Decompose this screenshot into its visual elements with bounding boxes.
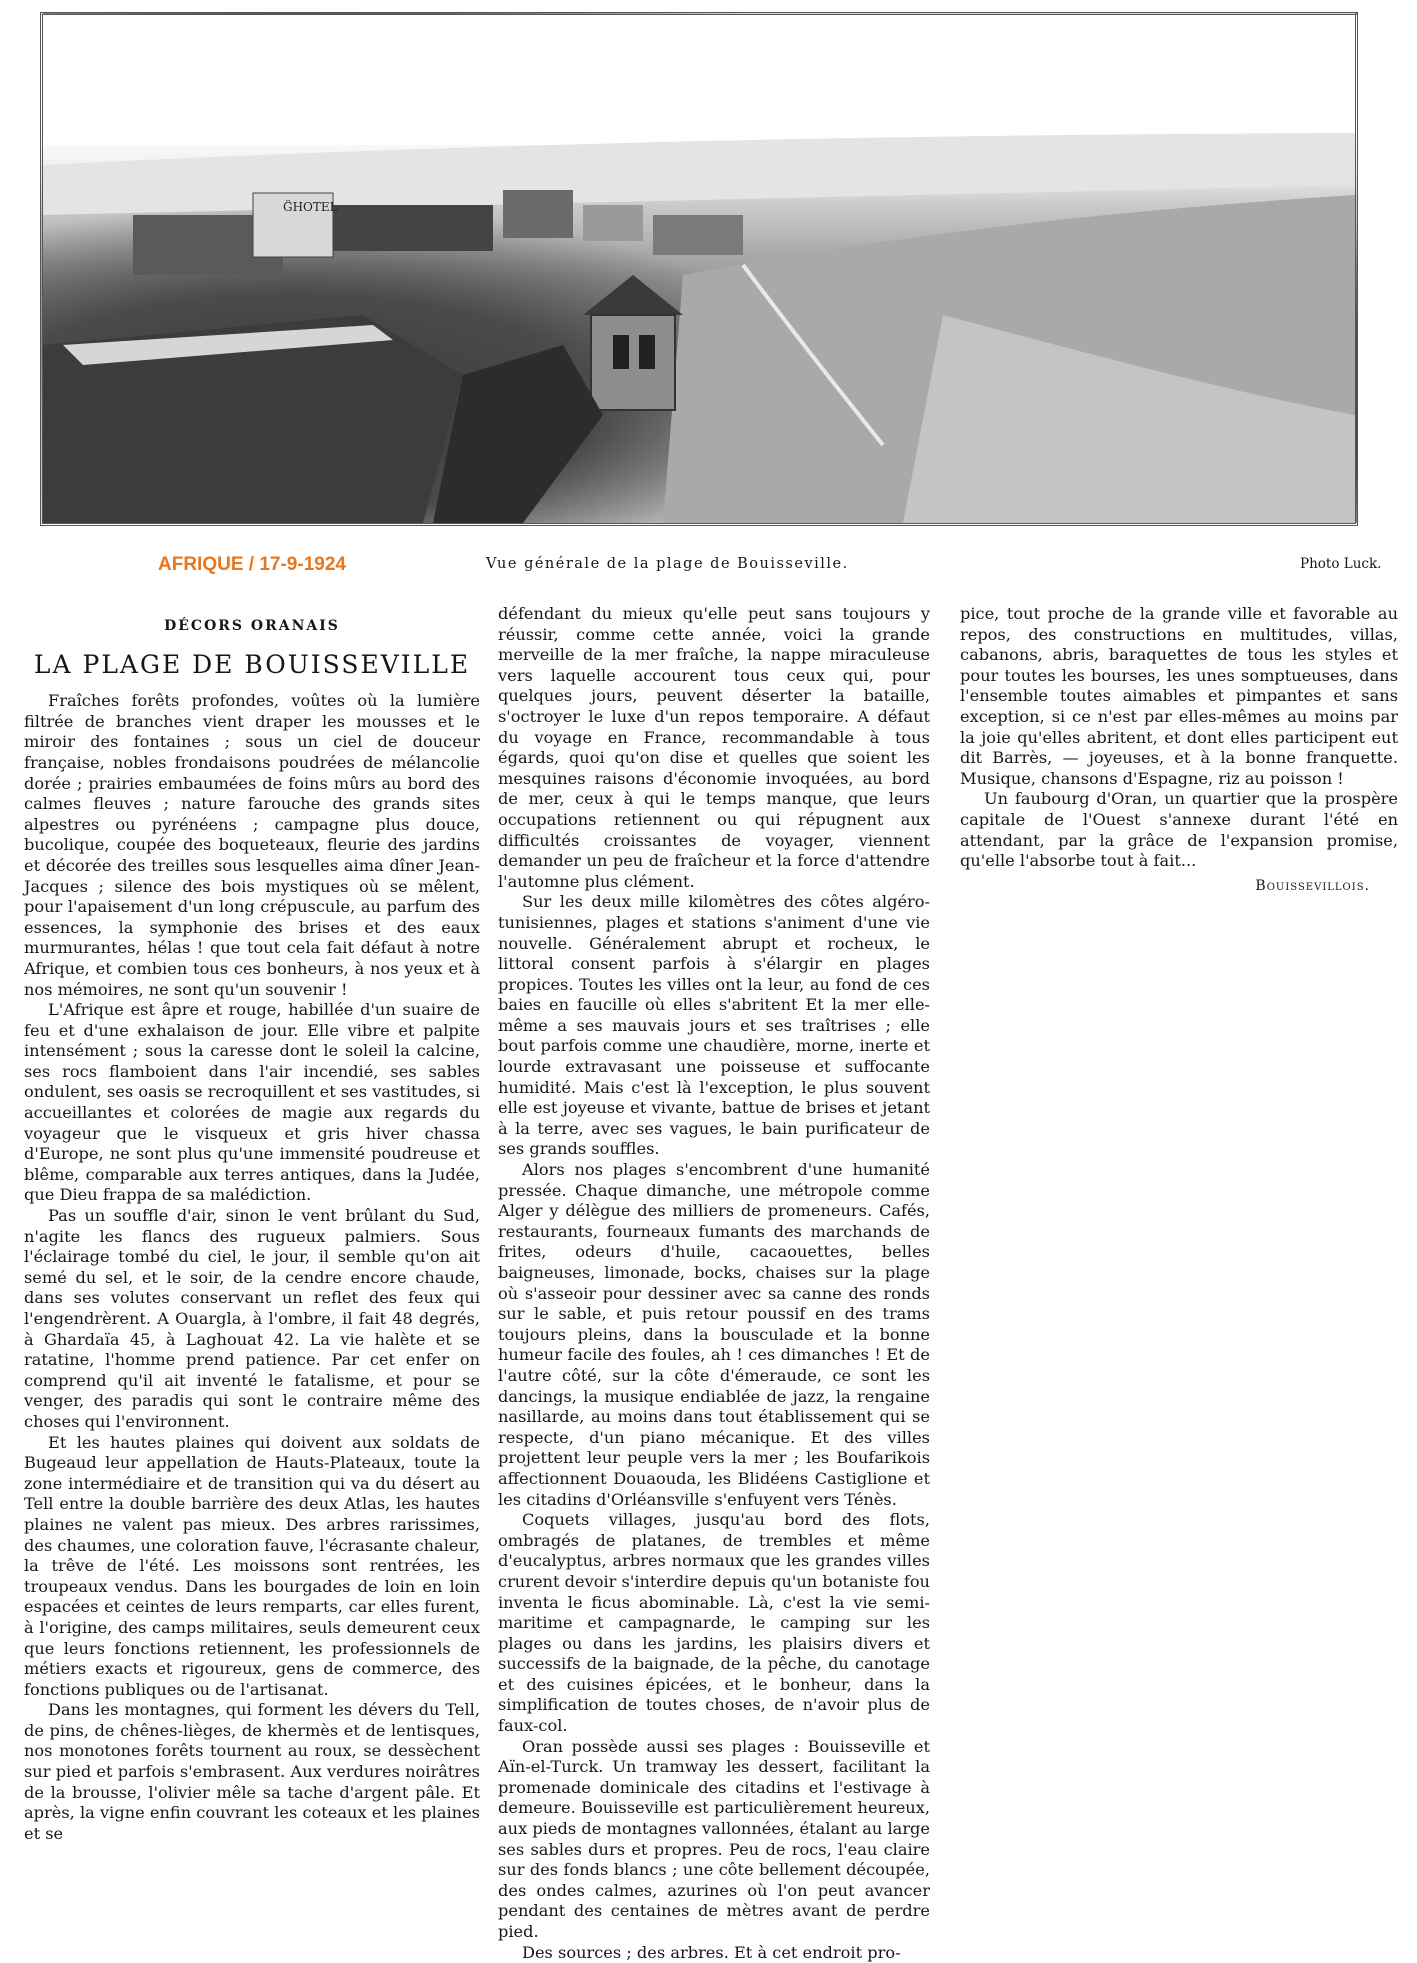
beach-photograph (40, 12, 1358, 526)
article-column-3 (960, 604, 1398, 896)
photo-credit: Photo Luck. (1300, 556, 1382, 572)
article-rubric: DÉCORS ORANAIS (164, 618, 340, 634)
article-column-1 (24, 616, 480, 1844)
paragraph: Oran possède aussi ses plages : Bouisseville et Aïn-el-Turck. Un tramway les dessert, facilitant la promenade dominicale des citadins et l'estivage à demeure. Bouisseville est particulièrement heureux, aux pieds de montagnes vallonnées, étalant au large ses sables durs et propres. Peu de rocs, l'eau claire sur des fonds blancs ; une côte bellement découpée, des ondes calmes, azurines où l'on peut avancer pendant des centaines de mètres avant de perdre pied. (498, 1736, 930, 1941)
paragraph: Et les hautes plaines qui doivent aux soldats de Bugeaud leur appellation de Hauts-Plateaux, toute la zone intermédiaire et de transition qui va du désert au Tell entre la double barrière des deux Atlas, les hautes plaines ne valent pas mieux. Des arbres rarissimes, des chaumes, une coloration fauve, l'écrasante chaleur, la trêve de l'été. Les moissons sont rentrées, les troupeaux vendus. Dans les bourgades de loin en loin espacées et ceintes de leurs remparts, car elles furent, à l'origine, des camps militaires, seuls demeurent ceux que leurs fonctions retiennent, les professionnels de métiers exacts et rigoureux, gens de commerce, des fonctions publiques ou de l'artisanat. (24, 1432, 480, 1699)
article-column-2 (498, 604, 930, 1963)
paragraph: L'Afrique est âpre et rouge, habillée d'un suaire de feu et d'une exhalaison de jour. Elle vibre et palpite intensément ; sous la caresse dont le soleil la calcine, ses rocs flamboient dans l'air incendié, ses sables ondulent, ses oasis se recroquillent et ses vastitudes, si accueillantes et colorées de magie aux regards du voyageur que le visqueux et gris hiver chassa d'Europe, ne sont plus qu'une immensité poudreuse et blême, comparable aux terres antiques, dans la Judée, que Dieu frappa de sa malédiction. (24, 1000, 480, 1205)
article-headline: LA PLAGE DE BOUISSEVILLE (33, 649, 471, 679)
photo-scene (43, 15, 1355, 523)
paragraph: Dans les montagnes, qui forment les dévers du Tell, de pins, de chênes-lièges, de khermès et de lentisques, nos monotones forêts tournent au roux, se dessèchent sur pied et parfois s'embrasent. Aux verdures noirâtres de la brousse, l'olivier mêle sa tache d'argent pâle. Et après, la vigne enfin couvrant les coteaux et les plaines et se (24, 1700, 480, 1843)
paragraph: défendant du mieux qu'elle peut sans toujours y réussir, comme cette année, voici la grande merveille de la mer fraîche, la nappe miraculeuse vers laquelle accourent tous ceux qui, pour quelques jours, peuvent déserter la bataille, s'octroyer le luxe d'un repos temporaire. A défaut du voyage en France, recommandable à tous égards, quoi qu'on dise et quelles que soient les mesquines raisons d'économie invoquées, au bord de mer, ceux à qui le temps manque, que leurs occupations retiennent ou qui répugnent aux difficultés croissantes de voyager, viennent demander un peu de fraîcheur et la force d'attendre l'automne plus clément. (498, 604, 930, 891)
paragraph: Pas un souffle d'air, sinon le vent brûlant du Sud, n'agite les flancs des rugueux palmiers. Sous l'éclairage tombé du ciel, le jour, il semble qu'on ait semé du sel, et le soir, de la cendre encore chaude, dans ses volutes conservant un reflet des feux qui l'engendrèrent. A Ouargla, à l'ombre, il fait 48 degrés, à Ghardaïa 45, à Laghouat 42. La vie halète et se ratatine, l'homme prend patience. Par cet enfer on comprend qu'il ait inventé le fatalisme, et pour se venger, des paradis qui sont le contraire même des choses qui l'environnent. (24, 1206, 480, 1431)
paragraph: Un faubourg d'Oran, un quartier que la prospère capitale de l'Ouest s'annexe durant l'été en attendant, par la grâce de l'expansion promise, qu'elle l'absorbe tout à fait... (960, 789, 1398, 871)
paragraph: Fraîches forêts profondes, voûtes où la lumière filtrée de branches vient draper les mousses et le miroir des fontaines ; sous un ciel de douceur française, nobles frondaisons poudrées de mélancolie dorée ; prairies embaumées de foins mûrs au bord des calmes fleuves ; nature farouche des grands sites alpestres ou pyrénéens ; campagne plus douce, bucolique, coupée des boqueteaux, fleurie des jardins et décorée des treilles sous lesquelles aima dîner Jean-Jacques ; silence des bois mystiques où se mêlent, pour l'apaisement d'un long crépuscule, au parfum des essences, la symphonie des brises et des eaux murmurantes, hélas ! que tout cela fait défaut à notre Afrique, et combien tous ces bonheurs, à nos yeux et à nos mémoires, ne sont qu'un souvenir ! (24, 691, 480, 999)
paragraph: Sur les deux mille kilomètres des côtes algéro-tunisiennes, plages et stations s'animent d'une vie nouvelle. Généralement abrupt et rocheux, le littoral consent parfois à s'élargir en plages propices. Toutes les villes ont la leur, au fond de ces baies en faucille où elles s'abritent Et la mer elle-même a ses mauvais jours et ses traîtrises ; elle bout parfois comme une chaudière, morne, inerte et lourde extravasant une poisseuse et suffocante humidité. Mais c'est là l'exception, le plus souvent elle est joyeuse et vivante, battue de brises et jetant à la terre, avec ses vagues, le bain purificateur de ses grands souffles. (498, 892, 930, 1159)
author-signature: Bouissevillois. (1255, 877, 1370, 894)
paragraph: Des sources ; des arbres. Et à cet endroit pro- (522, 1942, 901, 1962)
paragraph: pice, tout proche de la grande ville et favorable au repos, des constructions en multitudes, villas, cabanons, abris, baraquettes de tous les styles et pour toutes les bourses, les unes somptueuses, dans l'ensemble toutes aimables et pimpantes et sans exception, si ce n'est par elles-mêmes au moins par la joie qu'elles abritent, et dont elles participent eut dit Barrès, — joyeuses, et à la bonne franquette. Musique, chansons d'Espagne, riz au poisson ! (960, 604, 1398, 788)
paragraph: Alors nos plages s'encombrent d'une humanité pressée. Chaque dimanche, une métropole comme Alger y délègue des milliers de promeneurs. Cafés, restaurants, fourneaux fumants des marchands de frites, odeurs d'huile, cacaouettes, belles baigneuses, limonade, bocks, chaises sur la plage où s'asseoir pour dessiner avec sa canne des ronds sur le sable, et puis retour poussif en des trams toujours pleins, dans la bousculade et la bonne humeur facile des foules, ah ! ces dimanches ! Et de l'autre côté, sur la côte d'émeraude, ce sont les dancings, la musique endiablée de jazz, la rengaine nasillarde, au moins dans tout établissement qui se respecte, d'un piano mécanique. Et des villes projettent leur peuple vers la mer ; les Boufarikois affectionnent Douaouda, les Blidéens Castiglione et les citadins d'Orléansville s'enfuyent vers Ténès. (498, 1160, 930, 1509)
paragraph: Coquets villages, jusqu'au bord des flots, ombragés de platanes, de trembles et même d'eucalyptus, arbres normaux que les grandes villes crurent devoir s'interdire depuis qu'un botaniste fou inventa le ficus abominable. Là, c'est la vie semi-maritime et campagnarde, le camping sur les plages ou dans les jardins, les plaisirs divers et successifs de la baignade, de la pêche, du canotage et des cuisines épicées, et le bonheur, dans la simplification de toutes choses, de n'avoir plus de faux-col. (498, 1510, 930, 1736)
photo-caption: Vue générale de la plage de Bouisseville. (486, 556, 849, 572)
hotel-sign: G̈HOTEL (283, 200, 338, 214)
date-tag: AFRIQUE / 17-9-1924 (158, 554, 346, 575)
